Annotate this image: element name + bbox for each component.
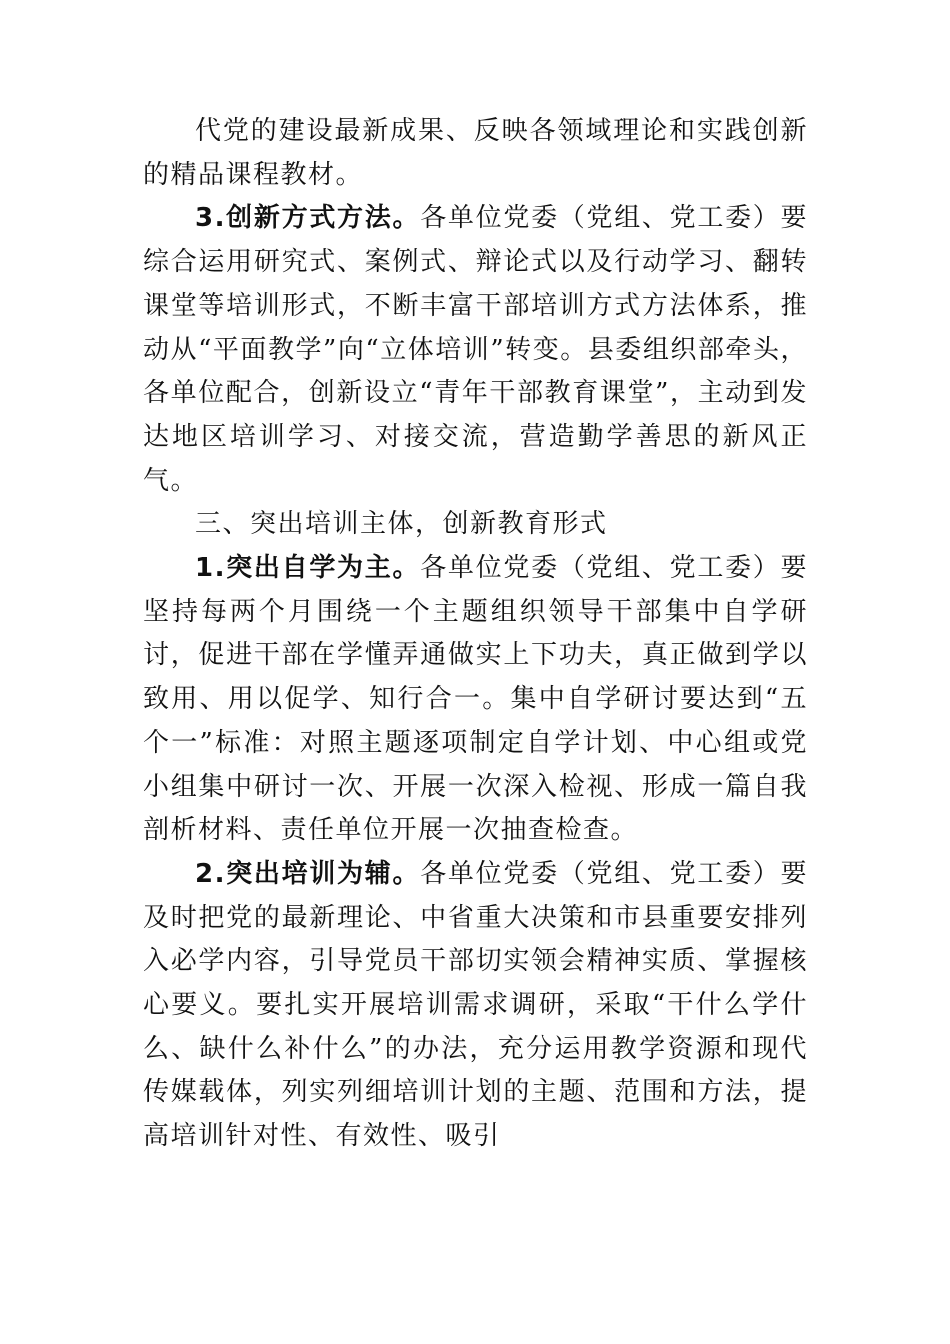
paragraph-lead: 2.突出培训为辅。 [195, 858, 421, 889]
paragraph-lead: 3.创新方式方法。 [195, 203, 421, 234]
paragraph-innovate-methods [143, 197, 808, 503]
paragraph-text: 各单位党委（党组、党工委）要综合运用研究式、案例式、辩论式以及行动学习、翻转课堂等培训形式，不断丰富干部培训方式方法体系，推动从“平面教学”向“立体培训”转变。县委组织部牵头，各单位配合，创新设立“青年干部教育课堂”，主动到发达地区培训学习、对接交流，营造勤学善思的新风正气。 [143, 203, 808, 496]
paragraph-text: 代党的建设最新成果、反映各领域理论和实践创新的精品课程教材。 [143, 116, 808, 190]
paragraph-lead: 1.突出自学为主。 [195, 553, 421, 584]
section-heading: 三、突出培训主体，创新教育形式 [195, 509, 608, 540]
paragraph-continuation [143, 110, 808, 197]
paragraph-text: 各单位党委（党组、党工委）要及时把党的最新理论、中省重大决策和市县重要安排列入必学内容，引导党员干部切实领会精神实质、掌握核心要义。要扎实开展培训需求调研，采取“干什么学什么、缺什么补什么”的办法，充分运用教学资源和现代传媒载体，列实列细培训计划的主题、范围和方法，提高培训针对性、有效性、吸引 [143, 858, 808, 1152]
paragraph-self-study [143, 547, 808, 853]
paragraph-training [143, 853, 808, 1159]
document-page [143, 110, 808, 1159]
paragraph-text: 各单位党委（党组、党工委）要坚持每两个月围绕一个主题组织领导干部集中自学研讨，促进干部在学懂弄通做实上下功夫，真正做到学以致用、用以促学、知行合一。集中自学研讨要达到“五个一”标准：对照主题逐项制定自学计划、中心组或党小组集中研讨一次、开展一次深入检视、形成一篇自我剖析材料、责任单位开展一次抽查检查。 [143, 553, 808, 846]
